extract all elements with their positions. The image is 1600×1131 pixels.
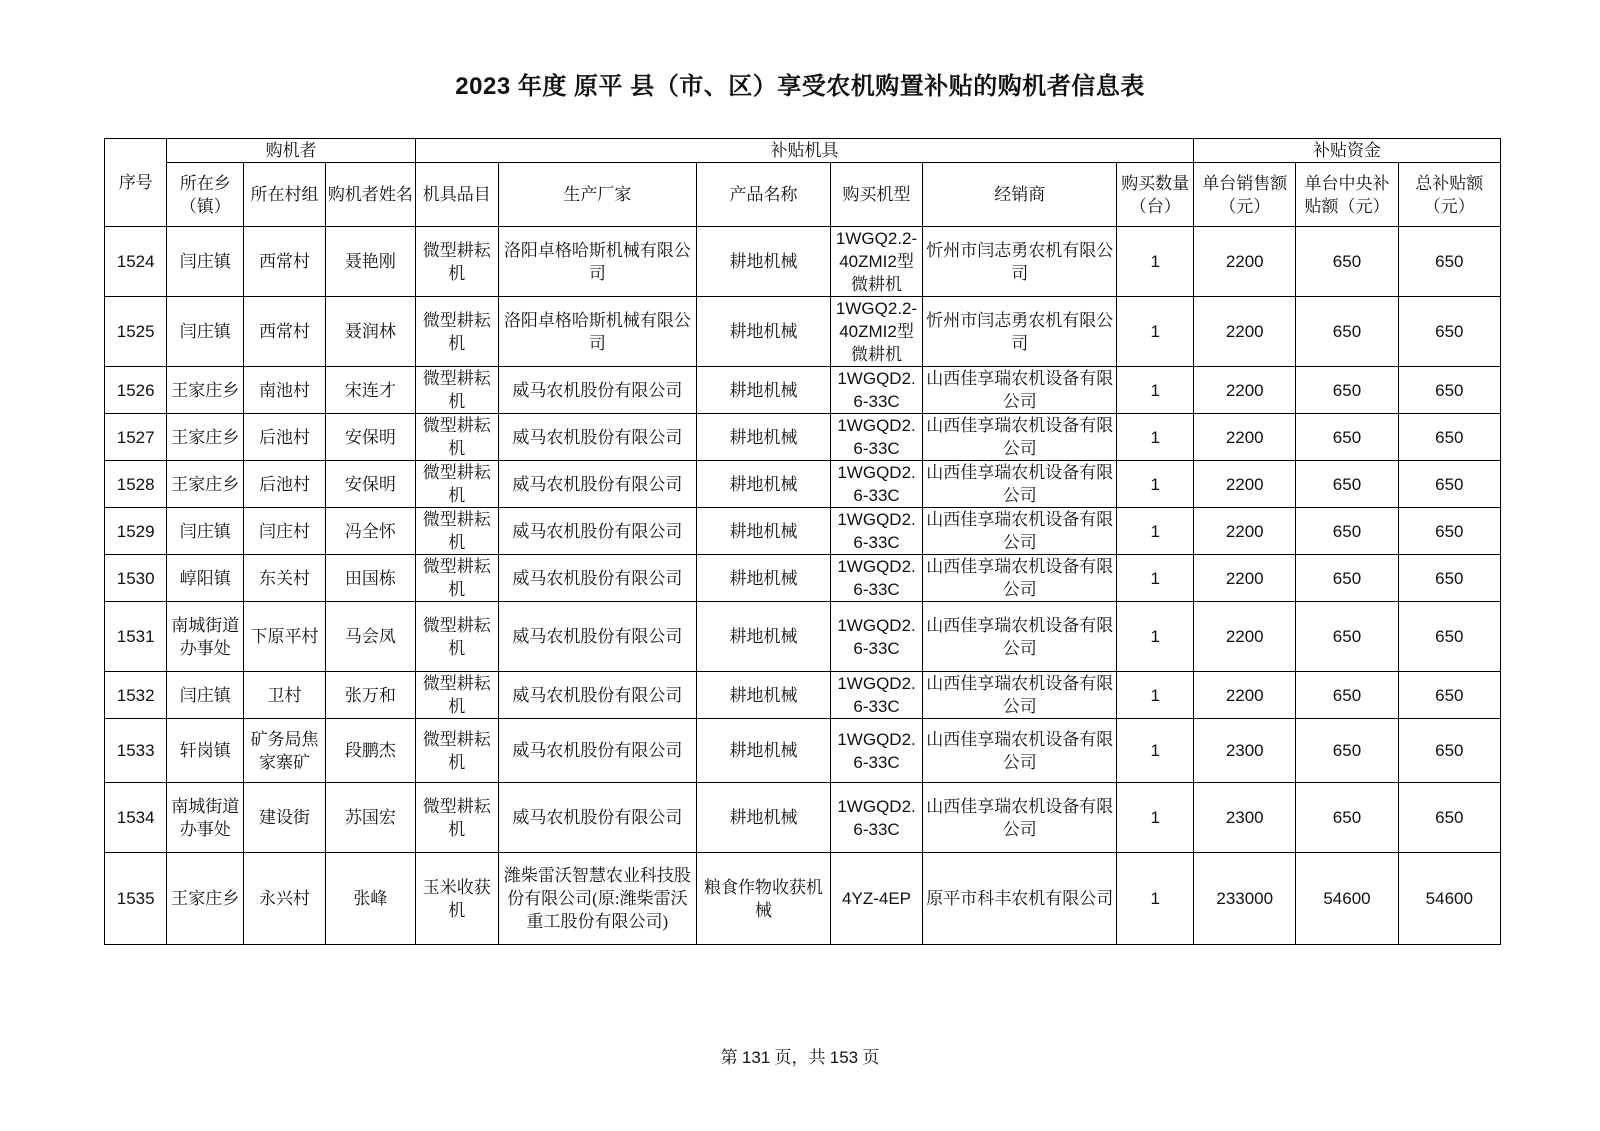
header-category: 机具品目 xyxy=(415,163,498,227)
cell-manufacturer: 威马农机股份有限公司 xyxy=(498,672,696,719)
cell-village: 闫庄村 xyxy=(244,508,326,555)
cell-total: 650 xyxy=(1398,719,1500,783)
cell-product: 耕地机械 xyxy=(697,508,831,555)
cell-village: 西常村 xyxy=(244,297,326,367)
cell-manufacturer: 威马农机股份有限公司 xyxy=(498,508,696,555)
cell-model: 1WGQD2.6-33C xyxy=(831,555,923,602)
cell-name: 安保明 xyxy=(325,461,415,508)
cell-name: 聂艳刚 xyxy=(325,227,415,297)
cell-qty: 1 xyxy=(1117,555,1194,602)
cell-town: 王家庄乡 xyxy=(167,461,244,508)
header-village: 所在村组 xyxy=(244,163,326,227)
cell-name: 田国栋 xyxy=(325,555,415,602)
page-title: 2023 年度 原平 县（市、区）享受农机购置补贴的购机者信息表 xyxy=(455,73,1145,100)
table-row xyxy=(105,367,1501,414)
cell-price: 2200 xyxy=(1194,227,1296,297)
footer-prefix: 第 xyxy=(720,1048,738,1067)
cell-model: 1WGQ2.2-40ZMI2型微耕机 xyxy=(831,297,923,367)
cell-village: 后池村 xyxy=(244,461,326,508)
cell-dealer: 山西佳享瑞农机设备有限公司 xyxy=(923,672,1117,719)
cell-village: 东关村 xyxy=(244,555,326,602)
cell-manufacturer: 威马农机股份有限公司 xyxy=(498,461,696,508)
cell-central: 650 xyxy=(1296,461,1398,508)
header-group-buyer: 购机者 xyxy=(167,139,416,163)
cell-product: 耕地机械 xyxy=(697,783,831,853)
cell-category: 微型耕耘机 xyxy=(415,783,498,853)
cell-seq: 1531 xyxy=(105,602,167,672)
cell-total: 650 xyxy=(1398,555,1500,602)
cell-name: 段鹏杰 xyxy=(325,719,415,783)
cell-central: 650 xyxy=(1296,783,1398,853)
cell-central: 650 xyxy=(1296,227,1398,297)
cell-name: 聂润林 xyxy=(325,297,415,367)
cell-qty: 1 xyxy=(1117,783,1194,853)
table-row xyxy=(105,602,1501,672)
cell-model: 1WGQD2.6-33C xyxy=(831,783,923,853)
cell-seq: 1524 xyxy=(105,227,167,297)
header-manufacturer: 生产厂家 xyxy=(498,163,696,227)
cell-village: 矿务局焦家寨矿 xyxy=(244,719,326,783)
cell-manufacturer: 威马农机股份有限公司 xyxy=(498,602,696,672)
cell-category: 微型耕耘机 xyxy=(415,555,498,602)
cell-qty: 1 xyxy=(1117,227,1194,297)
cell-qty: 1 xyxy=(1117,672,1194,719)
header-price: 单台销售额（元） xyxy=(1194,163,1296,227)
cell-manufacturer: 威马农机股份有限公司 xyxy=(498,719,696,783)
cell-product: 耕地机械 xyxy=(697,555,831,602)
cell-seq: 1532 xyxy=(105,672,167,719)
cell-name: 宋连才 xyxy=(325,367,415,414)
cell-category: 玉米收获机 xyxy=(415,853,498,945)
cell-seq: 1529 xyxy=(105,508,167,555)
table-row xyxy=(105,555,1501,602)
cell-name: 安保明 xyxy=(325,414,415,461)
table-row xyxy=(105,227,1501,297)
cell-total: 650 xyxy=(1398,227,1500,297)
cell-model: 1WGQD2.6-33C xyxy=(831,508,923,555)
cell-name: 张峰 xyxy=(325,853,415,945)
cell-central: 650 xyxy=(1296,297,1398,367)
cell-name: 苏国宏 xyxy=(325,783,415,853)
cell-category: 微型耕耘机 xyxy=(415,719,498,783)
cell-seq: 1525 xyxy=(105,297,167,367)
header-name: 购机者姓名 xyxy=(325,163,415,227)
cell-town: 南城街道办事处 xyxy=(167,783,244,853)
table-row xyxy=(105,297,1501,367)
cell-total: 650 xyxy=(1398,461,1500,508)
cell-model: 1WGQD2.6-33C xyxy=(831,461,923,508)
cell-category: 微型耕耘机 xyxy=(415,672,498,719)
cell-price: 2200 xyxy=(1194,555,1296,602)
header-qty: 购买数量（台） xyxy=(1117,163,1194,227)
cell-town: 闫庄镇 xyxy=(167,672,244,719)
current-page-number: 131 xyxy=(741,1048,771,1067)
cell-central: 54600 xyxy=(1296,853,1398,945)
cell-qty: 1 xyxy=(1117,853,1194,945)
cell-total: 54600 xyxy=(1398,853,1500,945)
table-row xyxy=(105,672,1501,719)
cell-qty: 1 xyxy=(1117,719,1194,783)
cell-seq: 1527 xyxy=(105,414,167,461)
header-seq: 序号 xyxy=(105,139,167,227)
cell-dealer: 山西佳享瑞农机设备有限公司 xyxy=(923,783,1117,853)
footer-suffix: 页 xyxy=(862,1048,880,1067)
cell-total: 650 xyxy=(1398,367,1500,414)
cell-price: 2200 xyxy=(1194,367,1296,414)
cell-manufacturer: 威马农机股份有限公司 xyxy=(498,414,696,461)
table-row xyxy=(105,414,1501,461)
cell-seq: 1526 xyxy=(105,367,167,414)
cell-dealer: 山西佳享瑞农机设备有限公司 xyxy=(923,367,1117,414)
cell-village: 下原平村 xyxy=(244,602,326,672)
cell-central: 650 xyxy=(1296,719,1398,783)
cell-qty: 1 xyxy=(1117,367,1194,414)
header-central: 单台中央补贴额（元） xyxy=(1296,163,1398,227)
cell-category: 微型耕耘机 xyxy=(415,602,498,672)
cell-product: 耕地机械 xyxy=(697,297,831,367)
cell-name: 张万和 xyxy=(325,672,415,719)
cell-town: 闫庄镇 xyxy=(167,227,244,297)
cell-category: 微型耕耘机 xyxy=(415,367,498,414)
cell-category: 微型耕耘机 xyxy=(415,508,498,555)
table-row xyxy=(105,783,1501,853)
cell-town: 崞阳镇 xyxy=(167,555,244,602)
cell-central: 650 xyxy=(1296,672,1398,719)
cell-village: 后池村 xyxy=(244,414,326,461)
cell-model: 1WGQD2.6-33C xyxy=(831,367,923,414)
cell-total: 650 xyxy=(1398,297,1500,367)
header-town: 所在乡（镇） xyxy=(167,163,244,227)
cell-price: 2200 xyxy=(1194,602,1296,672)
cell-total: 650 xyxy=(1398,783,1500,853)
cell-dealer: 山西佳享瑞农机设备有限公司 xyxy=(923,508,1117,555)
cell-total: 650 xyxy=(1398,672,1500,719)
cell-category: 微型耕耘机 xyxy=(415,414,498,461)
cell-price: 2300 xyxy=(1194,719,1296,783)
page-footer xyxy=(0,1043,1600,1068)
cell-seq: 1533 xyxy=(105,719,167,783)
cell-category: 微型耕耘机 xyxy=(415,297,498,367)
cell-category: 微型耕耘机 xyxy=(415,227,498,297)
table-row xyxy=(105,853,1501,945)
cell-central: 650 xyxy=(1296,508,1398,555)
cell-central: 650 xyxy=(1296,367,1398,414)
cell-manufacturer: 威马农机股份有限公司 xyxy=(498,783,696,853)
cell-qty: 1 xyxy=(1117,461,1194,508)
cell-town: 王家庄乡 xyxy=(167,367,244,414)
cell-price: 2200 xyxy=(1194,297,1296,367)
cell-model: 4YZ-4EP xyxy=(831,853,923,945)
cell-dealer: 忻州市闫志勇农机有限公司 xyxy=(923,297,1117,367)
cell-manufacturer: 洛阳卓格哈斯机械有限公司 xyxy=(498,297,696,367)
cell-name: 冯全怀 xyxy=(325,508,415,555)
cell-manufacturer: 洛阳卓格哈斯机械有限公司 xyxy=(498,227,696,297)
header-product: 产品名称 xyxy=(697,163,831,227)
cell-town: 王家庄乡 xyxy=(167,853,244,945)
cell-product: 耕地机械 xyxy=(697,719,831,783)
header-group-funds: 补贴资金 xyxy=(1194,139,1501,163)
cell-village: 永兴村 xyxy=(244,853,326,945)
cell-model: 1WGQD2.6-33C xyxy=(831,719,923,783)
cell-product: 粮食作物收获机械 xyxy=(697,853,831,945)
cell-model: 1WGQD2.6-33C xyxy=(831,602,923,672)
cell-dealer: 山西佳享瑞农机设备有限公司 xyxy=(923,719,1117,783)
table-row xyxy=(105,508,1501,555)
cell-town: 轩岗镇 xyxy=(167,719,244,783)
cell-village: 建设街 xyxy=(244,783,326,853)
cell-manufacturer: 威马农机股份有限公司 xyxy=(498,555,696,602)
cell-seq: 1528 xyxy=(105,461,167,508)
cell-product: 耕地机械 xyxy=(697,227,831,297)
cell-model: 1WGQD2.6-33C xyxy=(831,672,923,719)
cell-product: 耕地机械 xyxy=(697,461,831,508)
cell-central: 650 xyxy=(1296,414,1398,461)
cell-model: 1WGQ2.2-40ZMI2型微耕机 xyxy=(831,227,923,297)
cell-product: 耕地机械 xyxy=(697,367,831,414)
cell-dealer: 山西佳享瑞农机设备有限公司 xyxy=(923,461,1117,508)
cell-dealer: 山西佳享瑞农机设备有限公司 xyxy=(923,602,1117,672)
cell-category: 微型耕耘机 xyxy=(415,461,498,508)
cell-village: 西常村 xyxy=(244,227,326,297)
cell-dealer: 山西佳享瑞农机设备有限公司 xyxy=(923,555,1117,602)
cell-town: 王家庄乡 xyxy=(167,414,244,461)
cell-seq: 1534 xyxy=(105,783,167,853)
cell-name: 马会凤 xyxy=(325,602,415,672)
footer-middle: 页，共 xyxy=(774,1048,826,1067)
cell-village: 南池村 xyxy=(244,367,326,414)
table-row xyxy=(105,461,1501,508)
cell-qty: 1 xyxy=(1117,297,1194,367)
table-row xyxy=(105,719,1501,783)
cell-dealer: 忻州市闫志勇农机有限公司 xyxy=(923,227,1117,297)
cell-price: 2200 xyxy=(1194,461,1296,508)
cell-town: 南城街道办事处 xyxy=(167,602,244,672)
header-group-machine: 补贴机具 xyxy=(415,139,1193,163)
total-pages-number: 153 xyxy=(829,1048,859,1067)
header-total: 总补贴额（元） xyxy=(1398,163,1500,227)
cell-central: 650 xyxy=(1296,602,1398,672)
header-model: 购买机型 xyxy=(831,163,923,227)
cell-product: 耕地机械 xyxy=(697,414,831,461)
cell-dealer: 原平市科丰农机有限公司 xyxy=(923,853,1117,945)
cell-price: 2300 xyxy=(1194,783,1296,853)
cell-price: 2200 xyxy=(1194,672,1296,719)
cell-total: 650 xyxy=(1398,602,1500,672)
cell-price: 2200 xyxy=(1194,508,1296,555)
cell-price: 233000 xyxy=(1194,853,1296,945)
cell-dealer: 山西佳享瑞农机设备有限公司 xyxy=(923,414,1117,461)
cell-manufacturer: 潍柴雷沃智慧农业科技股份有限公司(原:潍柴雷沃重工股份有限公司) xyxy=(498,853,696,945)
cell-model: 1WGQD2.6-33C xyxy=(831,414,923,461)
cell-qty: 1 xyxy=(1117,414,1194,461)
subsidy-table xyxy=(104,138,1501,945)
cell-qty: 1 xyxy=(1117,602,1194,672)
cell-central: 650 xyxy=(1296,555,1398,602)
cell-qty: 1 xyxy=(1117,508,1194,555)
cell-seq: 1535 xyxy=(105,853,167,945)
cell-seq: 1530 xyxy=(105,555,167,602)
cell-village: 卫村 xyxy=(244,672,326,719)
cell-town: 闫庄镇 xyxy=(167,508,244,555)
cell-town: 闫庄镇 xyxy=(167,297,244,367)
cell-total: 650 xyxy=(1398,508,1500,555)
cell-manufacturer: 威马农机股份有限公司 xyxy=(498,367,696,414)
cell-total: 650 xyxy=(1398,414,1500,461)
cell-price: 2200 xyxy=(1194,414,1296,461)
cell-product: 耕地机械 xyxy=(697,672,831,719)
cell-product: 耕地机械 xyxy=(697,602,831,672)
header-dealer: 经销商 xyxy=(923,163,1117,227)
